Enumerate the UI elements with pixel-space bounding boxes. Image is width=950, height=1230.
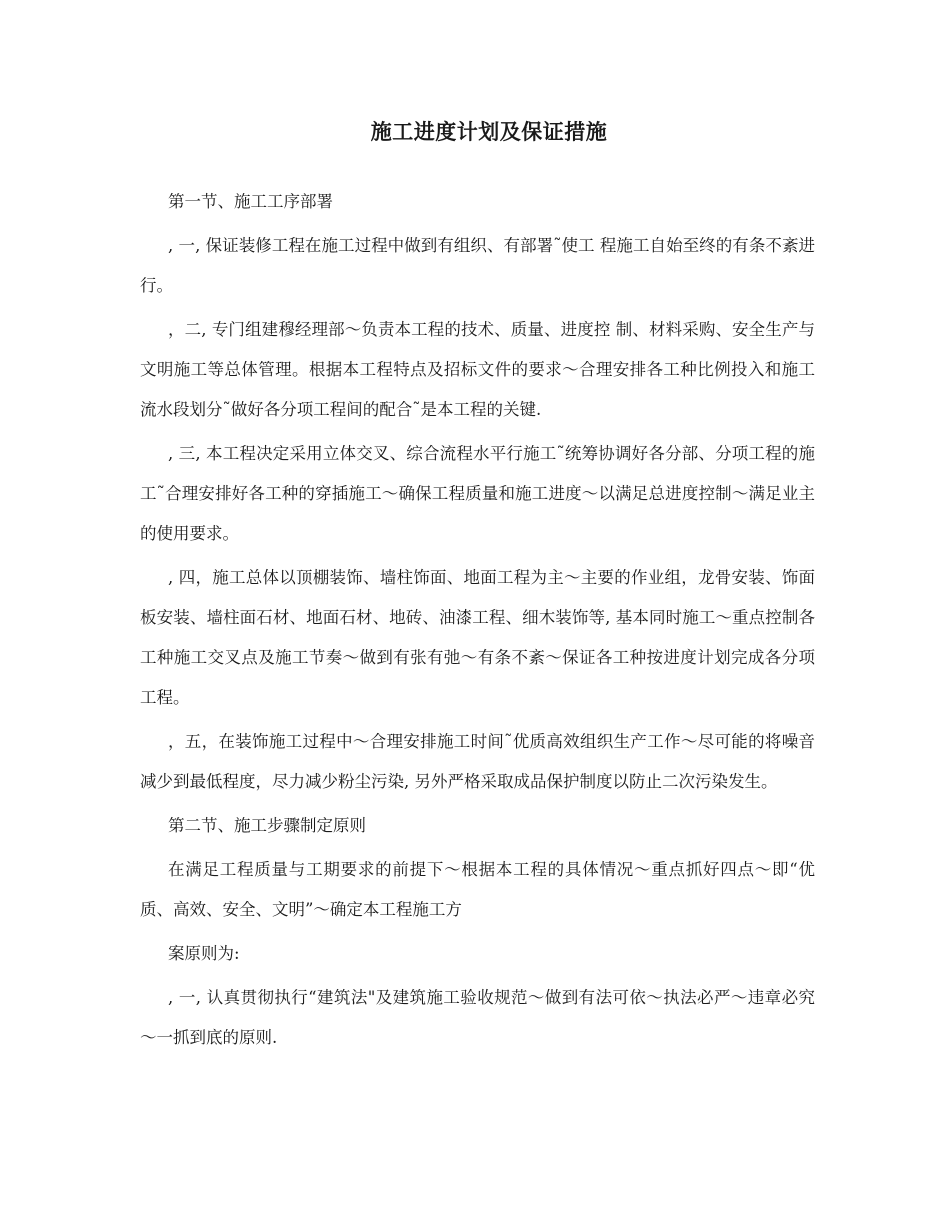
document-title: 施工进度计划及保证措施 bbox=[370, 119, 608, 144]
paragraph-principle-lead: 案原则为: bbox=[168, 944, 240, 963]
paragraph-principle-1: , 一, 认真贯彻执行“建筑法"及建筑施工验收规范～做到有法可依～执法必严～违章必究～一抓到底的原则. bbox=[140, 988, 815, 1047]
paragraph-item-5: ，五，在装饰施工过程中～合理安排施工时间˜优质高效组织生产工作～尽可能的将噪音减少到最低程度，尽力减少粉尘污染, 另外严格采取成品保护制度以防止二次污染发生。 bbox=[140, 732, 815, 791]
section-heading-2: 第二节、施工步骤制定原则 bbox=[168, 816, 366, 835]
paragraph-item-4: , 四，施工总体以顶棚装饰、墙柱饰面、地面工程为主～主要的作业组，龙骨安装、饰面板安装、墙柱面石材、地面石材、地砖、油漆工程、细木装饰等, 基本同时施工～重点控制各工种施工交叉点及施工节奏～做到有张有弛～有条不紊～保证各工种按进度计划完成各分项工程。 bbox=[140, 568, 815, 707]
paragraph-item-3: , 三, 本工程决定采用立体交叉、综合流程水平行施工˜统筹协调好各分部、分项工程的施工˜合理安排好各工种的穿插施工～确保工程质量和施工进度～以满足总进度控制～满足业主的使用要求。 bbox=[140, 444, 815, 543]
paragraph-item-2: ，二, 专门组建穆经理部～负责本工程的技术、质量、进度控 制、材料采购、安全生产与文明施工等总体管理。根据本工程特点及招标文件的要求～合理安排各工种比例投入和施工流水段划分˜做好各分项工程间的配合˜是本工程的关键. bbox=[140, 320, 815, 419]
paragraph-intro: 在满足工程质量与工期要求的前提下～根据本工程的具体情况～重点抓好四点～即“优质、高效、安全、文明”～确定本工程施工方 bbox=[140, 860, 815, 919]
paragraph-item-1: , 一, 保证装修工程在施工过程中做到有组织、有部署˜使工 程施工自始至终的有条不紊进行。 bbox=[140, 236, 815, 295]
section-heading-1: 第一节、施工工序部署 bbox=[168, 192, 333, 211]
document-body bbox=[140, 182, 815, 1062]
